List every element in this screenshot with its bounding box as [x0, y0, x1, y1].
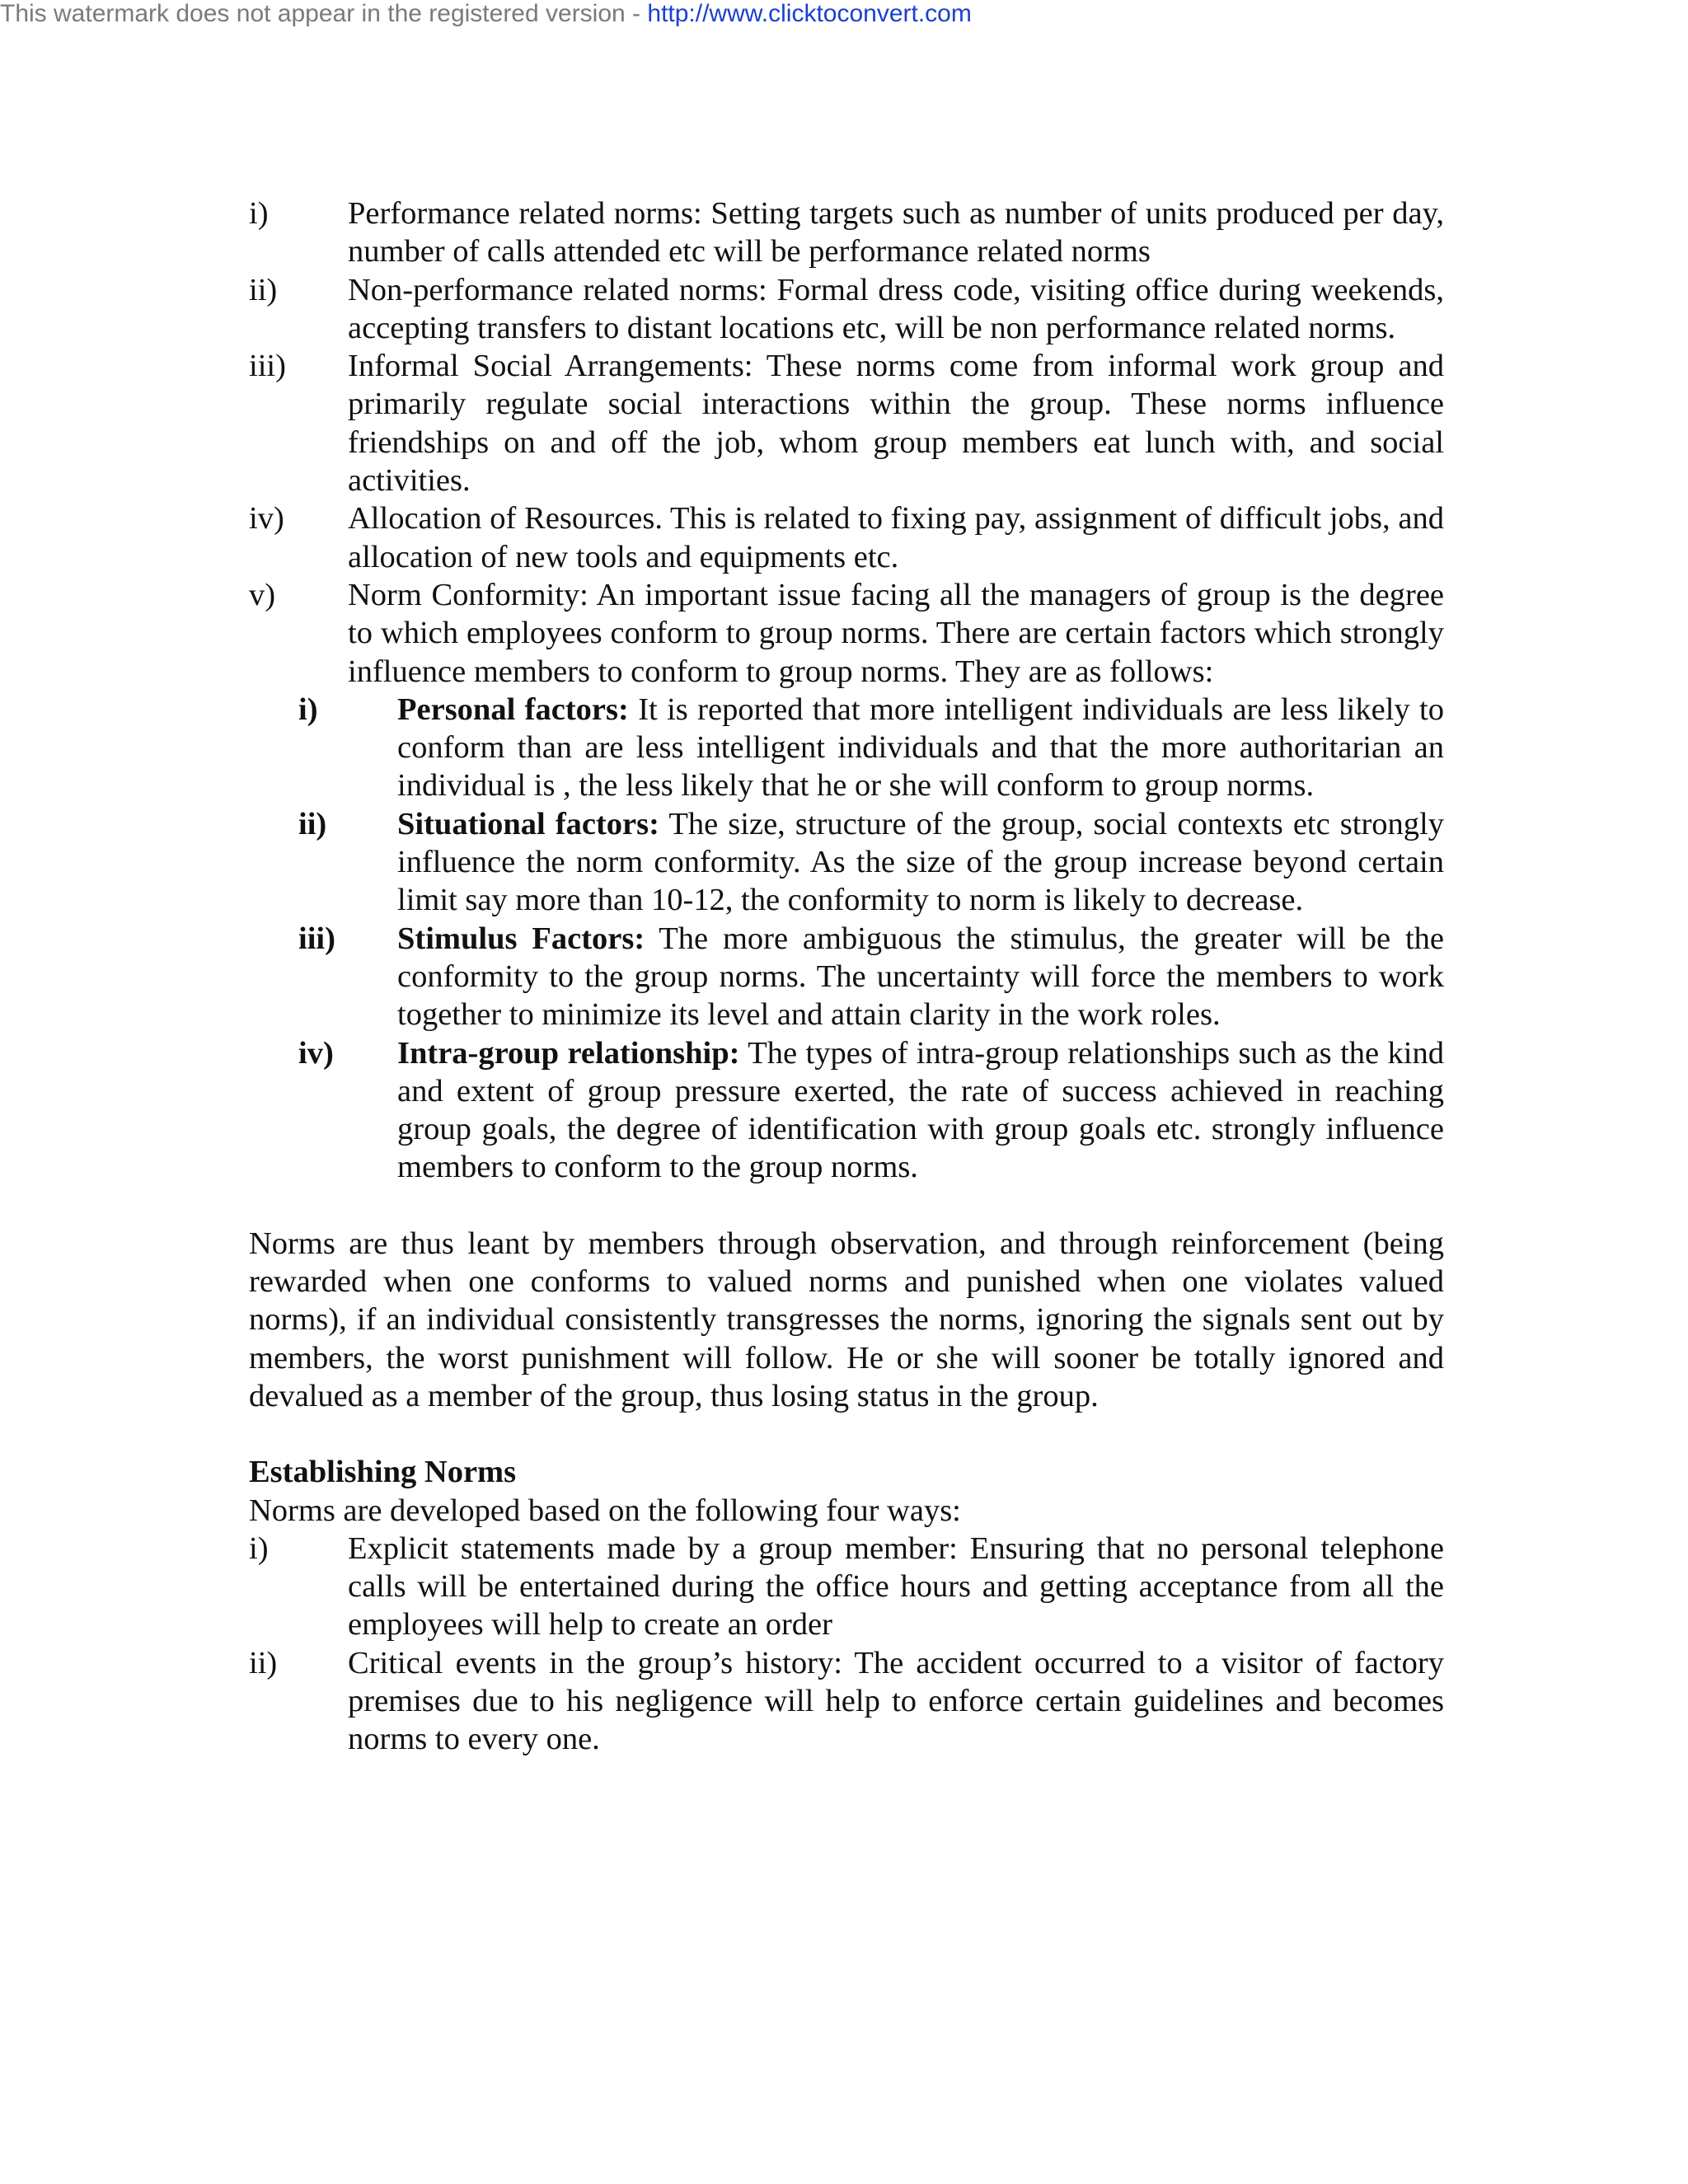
list-item	[249, 1644, 1444, 1759]
summary-paragraph: Norms are thus leant by members through observation, and through reinforcement (being rewarded when one conforms to valued norms and punished when one violates valued norms), if an individual consistently transgresses the norms, ignoring the signals sent out by members, the worst punishment will follow. He or she will sooner be totally ignored and devalued as a member of the group, thus losing status in the group.	[249, 1226, 1444, 1413]
list-item	[249, 347, 1444, 499]
item-text: The types of intra-group relationships such as the kind and extent of group pressure exerted, the rate of success achieved in reaching group goals, the degree of identification with group goals etc. strongly influence members to conform to the group norms.	[397, 1035, 1444, 1185]
norm-types-list	[249, 194, 1444, 691]
item-text: Informal Social Arrangements: These norms come from informal work group and primarily regulate social interactions within the group. These norms influence friendships on and off the job, whom group members eat lunch with, and social activities.	[348, 349, 1444, 499]
list-item	[249, 920, 1444, 1034]
item-number: iv)	[298, 1035, 334, 1071]
item-text: Norm Conformity: An important issue facing all the managers of group is the degree to which employees conform to group norms. There are certain factors which strongly influence members to conform to group norms. They are as follows:	[348, 577, 1444, 689]
item-number: iii)	[249, 349, 286, 384]
watermark-text: This watermark does not appear in the registered version -	[0, 0, 648, 27]
list-item	[249, 576, 1444, 691]
factor-term: Situational factors:	[397, 806, 659, 841]
item-text: The more ambiguous the stimulus, the greater will be the conformity to the group norms. The uncertainty will force the members to work together to minimize its level and attain clarity in the work roles.	[397, 921, 1444, 1033]
factor-term: Stimulus Factors:	[397, 921, 645, 956]
list-item	[249, 805, 1444, 920]
item-number: ii)	[249, 1645, 278, 1680]
section-heading: Establishing Norms	[249, 1455, 517, 1490]
item-number: iii)	[298, 921, 335, 956]
list-item	[249, 271, 1444, 348]
item-text: Non-performance related norms: Formal dress code, visiting office during weekends, accepting transfers to distant locations etc, will be non performance related norms.	[348, 272, 1444, 345]
list-item	[249, 1530, 1444, 1644]
item-number: i)	[249, 1530, 269, 1566]
watermark-link[interactable]: http://www.clicktoconvert.com	[647, 0, 972, 27]
document-body	[249, 194, 1444, 1759]
item-number: ii)	[249, 272, 278, 307]
item-text: The size, structure of the group, social contexts etc strongly influence the norm conformity. As the size of the group increase beyond certain limit say more than 10-12, the conformity to norm is likely to decrease.	[397, 806, 1445, 918]
establishing-norms-list	[249, 1530, 1444, 1759]
conformity-factors-list	[249, 691, 1444, 1187]
list-item	[249, 691, 1444, 805]
item-text: It is reported that more intelligent individuals are less likely to conform than are less intelligent individuals and that the more authoritarian an individual is , the less likely that he or she will conform to group norms.	[397, 691, 1445, 804]
item-number: v)	[249, 577, 276, 612]
factor-term: Personal factors:	[397, 691, 629, 727]
factor-term: Intra-group relationship:	[397, 1035, 740, 1071]
item-number: iv)	[249, 501, 284, 537]
list-item	[249, 194, 1444, 271]
list-item	[249, 499, 1444, 576]
list-item	[249, 1034, 1444, 1187]
item-text: Performance related norms: Setting targets such as number of units produced per day, number of calls attended etc will be performance related norms	[348, 196, 1444, 269]
item-text: Critical events in the group’s history: The accident occurred to a visitor of factory premises due to his negligence will help to enforce certain guidelines and becomes norms to every one.	[348, 1645, 1444, 1757]
item-text: Allocation of Resources. This is related to fixing pay, assignment of difficult jobs, and allocation of new tools and equipments etc.	[348, 501, 1444, 574]
section-intro: Norms are developed based on the following four ways:	[249, 1493, 961, 1528]
item-number: i)	[298, 691, 318, 727]
watermark-banner	[0, 0, 972, 28]
item-number: ii)	[298, 806, 327, 841]
item-number: i)	[249, 196, 269, 231]
item-text: Explicit statements made by a group member: Ensuring that no personal telephone calls will be entertained during the office hours and getting acceptance from all the employees will help to create an order	[348, 1530, 1444, 1643]
